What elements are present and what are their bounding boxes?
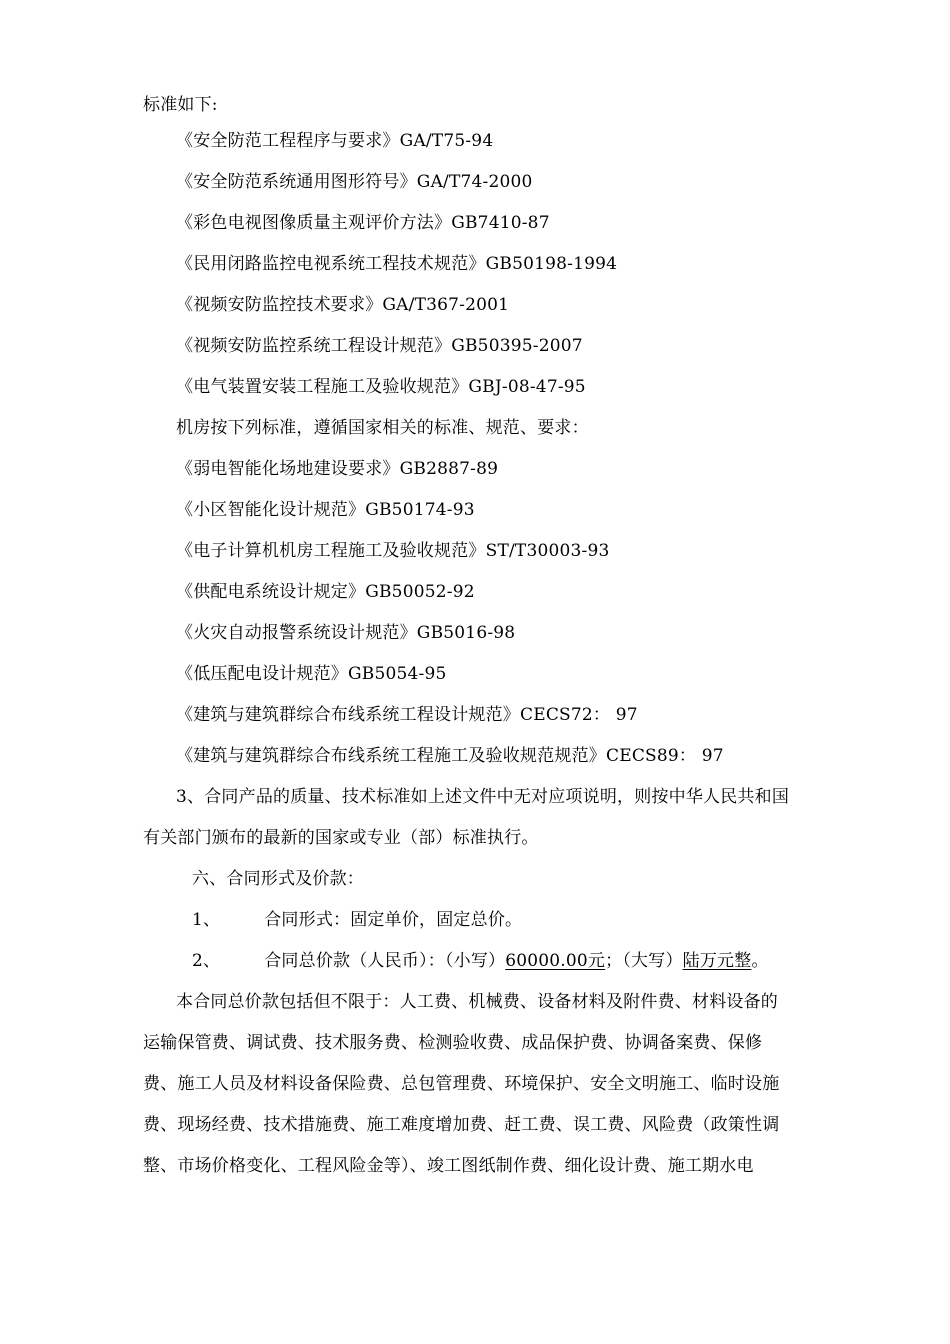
security-standard-item: 《安全防范系统通用图形符号》GA/T74-2000	[176, 172, 533, 192]
amount-big: 陆万元整	[682, 951, 752, 971]
machine-room-standard-item: 《小区智能化设计规范》GB50174-93	[176, 500, 475, 520]
intro-text: 标准如下:	[143, 95, 218, 115]
section-6-item-1	[192, 909, 522, 931]
machine-room-intro: 机房按下列标准，遵循国家相关的标准、规范、要求：	[176, 418, 589, 438]
security-standard-item: 《视频安防监控系统工程设计规范》GB50395-2007	[176, 336, 583, 356]
price-includes-line: 费、施工人员及材料设备保险费、总包管理费、环境保护、安全文明施工、临时设施	[143, 1074, 780, 1094]
machine-room-standard-item: 《低压配电设计规范》GB5054-95	[176, 664, 447, 684]
machine-room-standard-item: 《电子计算机机房工程施工及验收规范》ST/T30003-93	[176, 541, 610, 561]
security-standard-item: 《彩色电视图像质量主观评价方法》GB7410-87	[176, 213, 550, 233]
amount-small: 60000.00元	[505, 951, 606, 971]
clause-3-line-1: 3、合同产品的质量、技术标准如上述文件中无对应项说明，则按中华人民共和国	[176, 787, 790, 807]
section-6-heading: 六、合同形式及价款：	[192, 869, 364, 889]
machine-room-standard-item: 《火灾自动报警系统设计规范》GB5016-98	[176, 623, 516, 643]
price-includes-line: 整、市场价格变化、工程风险金等）、竣工图纸制作费、细化设计费、施工期水电	[143, 1156, 754, 1176]
item-number: 2、	[192, 951, 221, 971]
clause-3-line-2: 有关部门颁布的最新的国家或专业（部）标准执行。	[143, 828, 539, 848]
item-number: 1、	[192, 910, 221, 930]
machine-room-standard-item: 《供配电系统设计规定》GB50052-92	[176, 582, 475, 602]
item-text-prefix: 合同总价款（人民币）：（小写）	[264, 951, 506, 971]
item-text-suffix: 。	[751, 951, 769, 971]
security-standard-item: 《民用闭路监控电视系统工程技术规范》GB50198-1994	[176, 254, 618, 274]
section-6-item-2	[192, 950, 769, 972]
price-includes-line: 本合同总价款包括但不限于：人工费、机械费、设备材料及附件费、材料设备的	[176, 992, 778, 1012]
item-text: 合同形式：固定单价，固定总价。	[264, 910, 523, 930]
machine-room-standard-item: 《建筑与建筑群综合布线系统工程施工及验收规范规范》CECS89： 97	[176, 746, 724, 766]
price-includes-line: 运输保管费、调试费、技术服务费、检测验收费、成品保护费、协调备案费、保修	[143, 1033, 763, 1053]
machine-room-standard-item: 《建筑与建筑群综合布线系统工程设计规范》CECS72： 97	[176, 705, 638, 725]
security-standard-item: 《视频安防监控技术要求》GA/T367-2001	[176, 295, 510, 315]
price-includes-line: 费、现场经费、技术措施费、施工难度增加费、赶工费、误工费、风险费（政策性调	[143, 1115, 780, 1135]
machine-room-standard-item: 《弱电智能化场地建设要求》GB2887-89	[176, 459, 499, 479]
security-standard-item: 《电气装置安装工程施工及验收规范》GBJ-08-47-95	[176, 377, 586, 397]
item-text-middle: ；（大写）	[605, 951, 683, 971]
security-standard-item: 《安全防范工程程序与要求》GA/T75-94	[176, 131, 494, 151]
